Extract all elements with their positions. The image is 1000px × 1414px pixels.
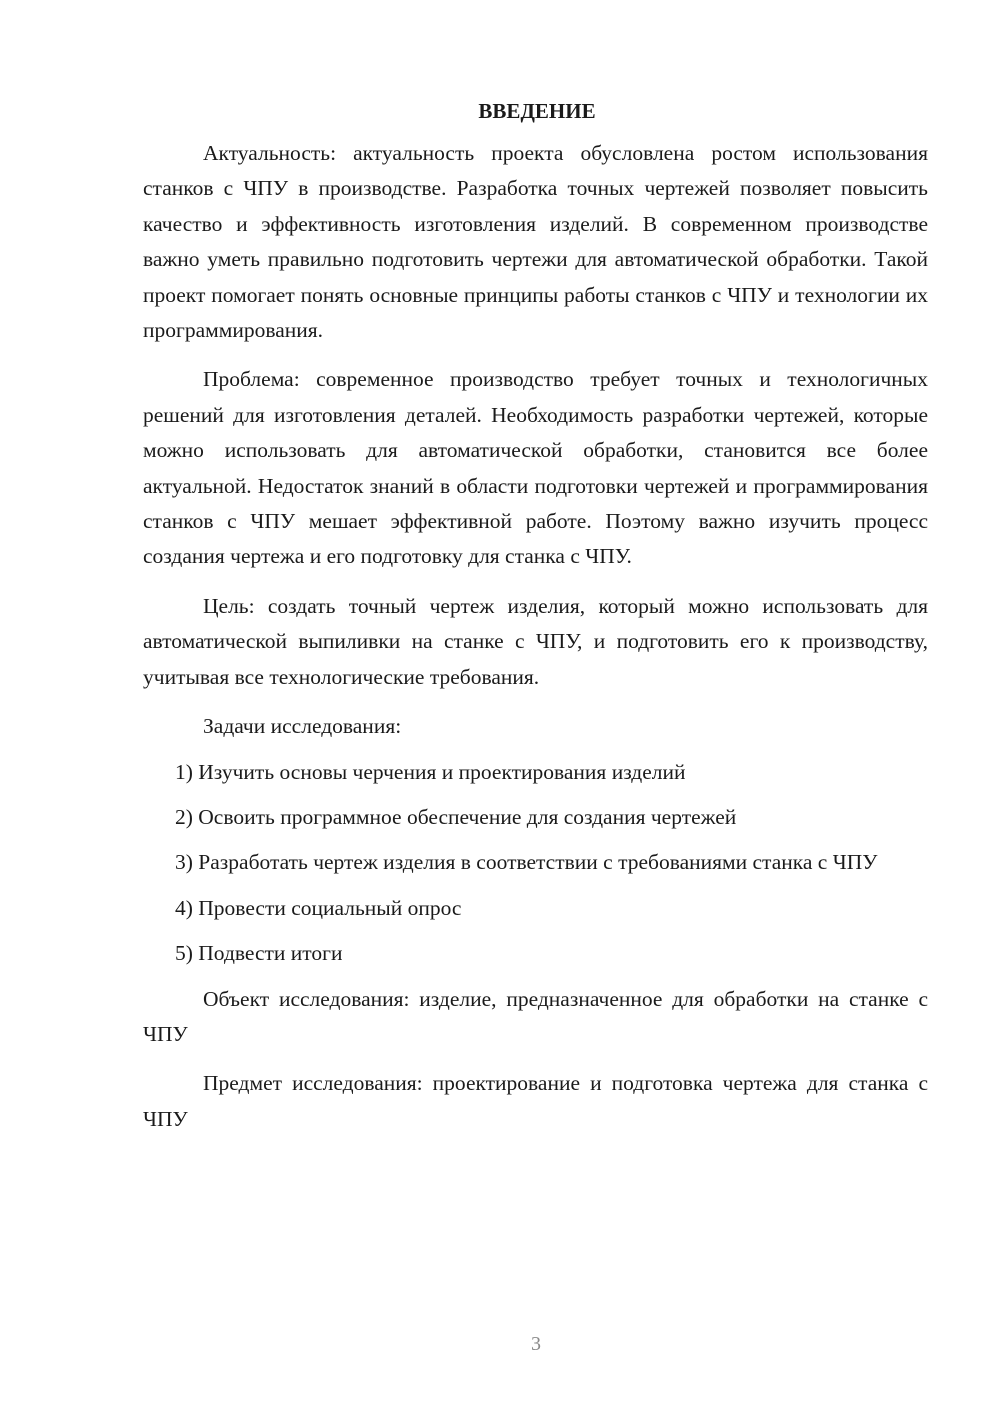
task-item: 3) Разработать чертеж изделия в соответствии с требованиями станка с ЧПУ (175, 850, 878, 875)
page-heading: ВВЕДЕНИЕ (478, 99, 596, 123)
paragraph-relevance: Актуальность: актуальность проекта обусловлена ростом использования станков с ЧПУ в производстве. Разработка точных чертежей позволяет повысить качество и эффективность изготовления изделий. В современном производстве важно уметь правильно подготовить чертежи для автоматической обработки. Такой проект помогает понять основные принципы работы станков с ЧПУ и технологии их программирования. (143, 141, 928, 343)
task-item: 2) Освоить программное обеспечение для создания чертежей (175, 804, 737, 829)
document-page (143, 95, 928, 1151)
task-item: 1) Изучить основы черчения и проектирования изделий (175, 759, 686, 784)
paragraph-goal: Цель: создать точный чертеж изделия, который можно использовать для автоматической выпиливки на станке с ЧПУ, и подготовить его к производству, учитывая все технологические требования. (143, 593, 928, 689)
paragraph-subject: Предмет исследования: проектирование и подготовка чертежа для станка с ЧПУ (143, 1071, 928, 1131)
task-item: 5) Подвести итоги (175, 941, 343, 966)
page-number: 3 (531, 1333, 541, 1355)
task-item: 4) Провести социальный опрос (175, 895, 462, 920)
tasks-title: Задачи исследования: (203, 714, 402, 739)
paragraph-problem: Проблема: современное производство требует точных и технологичных решений для изготовления деталей. Необходимость разработки чертежей, которые можно использовать для автоматической обработки, становится все более актуальной. Недостаток знаний в области подготовки чертежей и программирования станков с ЧПУ мешает эффективной работе. Поэтому важно изучить процесс создания чертежа и его подготовку для станка с ЧПУ. (143, 367, 928, 569)
paragraph-object: Объект исследования: изделие, предназначенное для обработки на станке с ЧПУ (143, 986, 928, 1046)
